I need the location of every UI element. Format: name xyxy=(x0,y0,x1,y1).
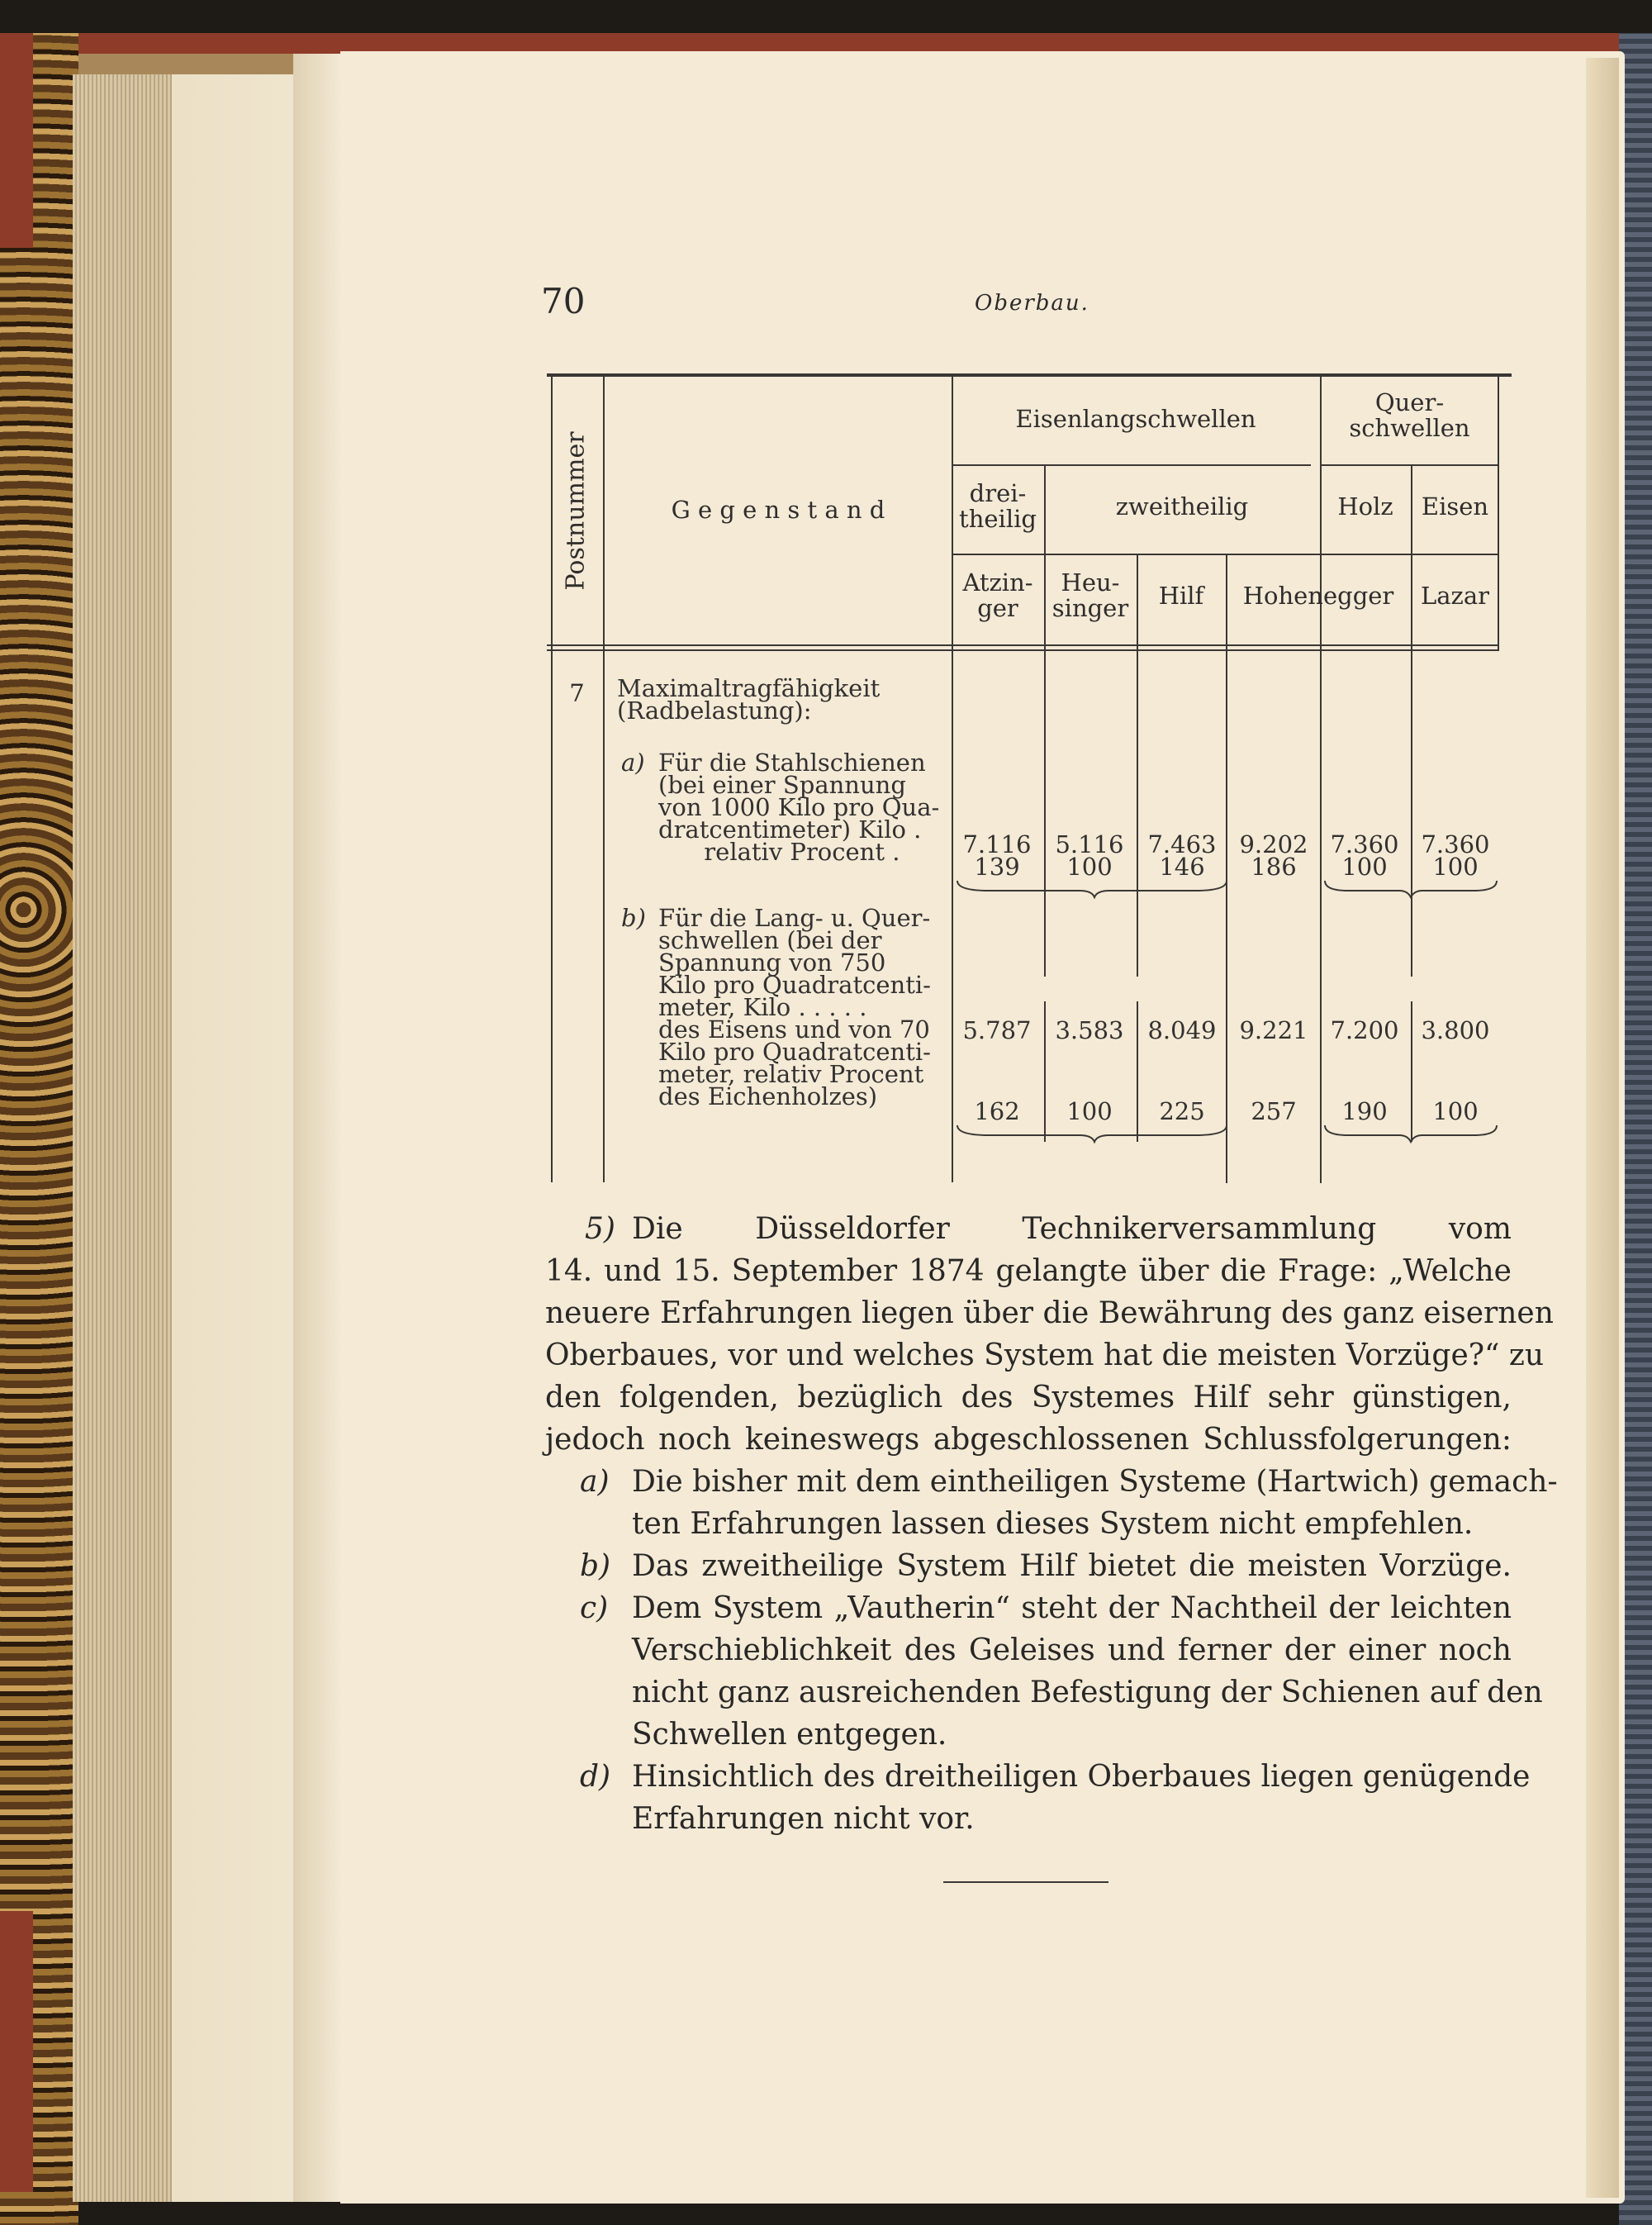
gegenstand-header: G e g e n s t a n d xyxy=(671,496,885,524)
conclusion-label: c) xyxy=(580,1591,609,1625)
footnote-line xyxy=(545,1208,1512,1250)
page-gutter xyxy=(293,54,343,2202)
footnote-text: Die Düsseldorfer Technikerversammlung vom xyxy=(632,1212,1512,1246)
b-kilo-atzinger: 5.787 xyxy=(962,1016,1032,1044)
eisen-header: Eisen xyxy=(1421,492,1489,521)
conclusion-item-a xyxy=(545,1461,1558,1545)
conclusion-label: a) xyxy=(580,1465,610,1499)
footnote-line: 14. und 15. September 1874 gelangte über die Frage: „Welche xyxy=(545,1254,1512,1288)
table-header-rule xyxy=(547,649,1499,651)
table-rule xyxy=(952,464,1311,466)
system-heusinger-line2: singer xyxy=(1051,594,1129,622)
eisenlangschwellen-header: Eisenlangschwellen xyxy=(1015,405,1256,433)
table-header-rule xyxy=(547,644,1499,646)
conclusion-item-b xyxy=(545,1545,1512,1587)
conclusion-item-c xyxy=(545,1587,1543,1756)
brace-a-quer xyxy=(1323,879,1498,899)
b-kilo-lazar: 3.800 xyxy=(1421,1016,1490,1044)
page-stack xyxy=(73,74,198,2202)
dreitheilig-header-line2: theilig xyxy=(959,505,1037,533)
system-hilf: Hilf xyxy=(1158,582,1204,610)
conclusion-line: Hinsichtlich des dreitheiligen Oberbaues liegen genügende xyxy=(632,1760,1531,1794)
a-kilo-heusinger: 5.116 xyxy=(1055,830,1124,858)
data-table xyxy=(547,373,1512,1183)
brace-b-eisenlang xyxy=(956,1124,1228,1143)
conclusion-line: Das zweitheilige System Hilf bietet die meisten Vorzüge. xyxy=(632,1549,1512,1583)
a-procent-hohenegger-eisen: 100 xyxy=(1341,853,1388,881)
a-kilo-atzinger: 7.116 xyxy=(962,830,1032,858)
conclusion-line: Schwellen entgegen. xyxy=(632,1718,947,1752)
footnote-marker: 5) xyxy=(585,1212,615,1246)
footnote-line: neuere Erfahrungen liegen über die Bewährung des ganz eisernen xyxy=(545,1296,1554,1330)
zweitheilig-header: zweitheilig xyxy=(1115,492,1249,521)
querschwellen-header-line2: schwellen xyxy=(1349,414,1470,442)
a-procent-lazar: 100 xyxy=(1432,853,1479,881)
footnote-line: Oberbaues, vor und welches System hat die meisten Vorzüge?“ zu xyxy=(545,1338,1545,1372)
table-rule xyxy=(1137,555,1138,977)
leather-corner xyxy=(0,1911,33,2192)
footnote xyxy=(545,1208,1558,1840)
book-spine xyxy=(0,33,78,2225)
b-kilo-hilf: 8.049 xyxy=(1147,1016,1217,1044)
system-hohenegger: Hohenegger xyxy=(1242,582,1394,610)
b-procent-atzinger: 162 xyxy=(974,1097,1020,1125)
page-edge xyxy=(1586,58,1619,2198)
b-procent-heusinger: 100 xyxy=(1066,1097,1113,1125)
a-procent-heusinger: 100 xyxy=(1066,853,1113,881)
table-rule xyxy=(1044,464,1046,977)
b-procent-hilf: 225 xyxy=(1159,1097,1205,1125)
item-a-text: Für die Stahlschienen (bei einer Spannung von 1000 Kilo pro Qua- dratcentimeter) Kilo . relativ Procent . xyxy=(658,749,940,866)
closing-rule xyxy=(943,1881,1108,1883)
conclusion-item-d xyxy=(545,1756,1531,1840)
conclusion-line: Erfahrungen nicht vor. xyxy=(632,1802,975,1836)
a-procent-hohenegger-holz: 186 xyxy=(1251,853,1297,881)
conclusion-label: d) xyxy=(580,1760,611,1794)
brace-a-eisenlang xyxy=(956,879,1228,899)
b-kilo-hohenegger-holz: 9.221 xyxy=(1239,1016,1308,1044)
conclusion-line: nicht ganz ausreichenden Befestigung der Schienen auf den xyxy=(632,1676,1543,1709)
a-procent-hilf: 146 xyxy=(1159,853,1205,881)
conclusion-label: b) xyxy=(580,1549,611,1583)
item-b-text: Für die Lang- u. Quer- schwellen (bei der Spannung von 750 Kilo pro Quadratcenti- meter, Kilo . . . . . des Eisens und von 70 Kilo pro Quadratcenti- meter, relativ Procent des Eichenholzes) xyxy=(658,904,931,1110)
holz-header: Holz xyxy=(1337,492,1393,521)
system-lazar: Lazar xyxy=(1421,582,1489,610)
brace-b-quer xyxy=(1323,1124,1498,1143)
conclusion-line: ten Erfahrungen lassen dieses System nicht empfehlen. xyxy=(632,1507,1474,1541)
row-number: 7 xyxy=(569,679,585,707)
querschwellen-header-line1: Quer- xyxy=(1374,388,1445,416)
page-number: 70 xyxy=(541,281,586,321)
dreitheilig-header-line1: drei- xyxy=(969,479,1027,507)
a-kilo-hohenegger-eisen: 7.360 xyxy=(1330,830,1399,858)
a-kilo-lazar: 7.360 xyxy=(1421,830,1490,858)
b-procent-lazar: 100 xyxy=(1432,1097,1479,1125)
footnote-line: jedoch noch keineswegs abgeschlossenen Schlussfolgerungen: xyxy=(545,1423,1512,1457)
table-top-rule xyxy=(547,373,1512,377)
system-atzinger-line2: ger xyxy=(977,594,1018,622)
item-b-label: b) xyxy=(621,904,646,932)
b-kilo-hohenegger-eisen: 7.200 xyxy=(1330,1016,1399,1044)
a-kilo-hilf: 7.463 xyxy=(1147,830,1217,858)
b-kilo-heusinger: 3.583 xyxy=(1055,1016,1124,1044)
postnummer-label: Postnummer xyxy=(561,431,591,591)
a-kilo-hohenegger-holz: 9.202 xyxy=(1239,830,1308,858)
a-procent-atzinger: 139 xyxy=(974,853,1020,881)
footnote-line: den folgenden, bezüglich des Systemes Hilf sehr günstigen, xyxy=(545,1381,1512,1414)
system-heusinger-line1: Heu- xyxy=(1061,568,1120,597)
conclusion-line: Dem System „Vautherin“ steht der Nachtheil der leichten xyxy=(632,1591,1512,1625)
b-procent-hohenegger-eisen: 190 xyxy=(1341,1097,1388,1125)
conclusion-line: Die bisher mit dem eintheiligen Systeme (Hartwich) gemach- xyxy=(632,1465,1558,1499)
table-rule xyxy=(1411,464,1412,977)
system-atzinger-line1: Atzin- xyxy=(962,568,1033,597)
leather-corner xyxy=(0,33,33,248)
conclusion-line: Verschieblichkeit des Geleises und ferner der einer noch xyxy=(632,1633,1512,1667)
row-title: Maximaltragfähigkeit (Radbelastung): xyxy=(617,674,881,725)
item-a-label: a) xyxy=(621,749,645,777)
postnummer-header xyxy=(551,377,601,645)
b-procent-hohenegger-holz: 257 xyxy=(1251,1097,1297,1125)
running-head: Oberbau. xyxy=(975,291,1089,316)
